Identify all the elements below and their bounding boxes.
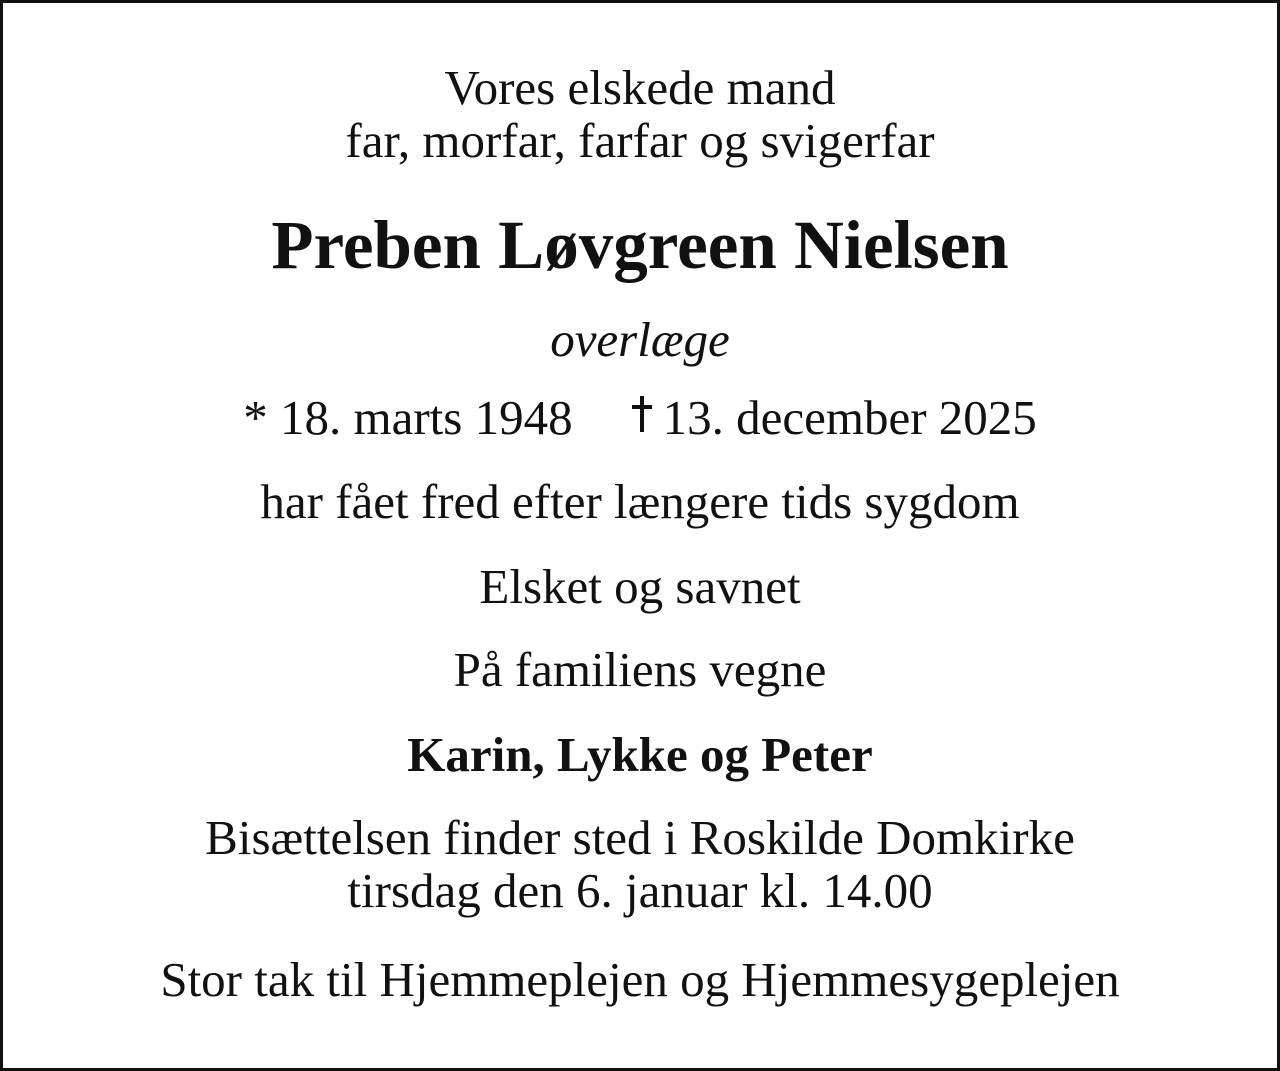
loved-text: Elsket og savnet — [479, 559, 801, 614]
intro-text — [3, 61, 1277, 167]
peace-text: har fået fred efter længere tids sygdom — [260, 474, 1020, 529]
signers: Karin, Lykke og Peter — [407, 727, 873, 782]
family-text: På familiens vegne — [453, 642, 827, 697]
funeral-details — [3, 811, 1277, 917]
thanks-text: Stor tak til Hjemmeplejen og Hjemmesygeplejen — [160, 952, 1120, 1007]
deceased-name: Preben Løvgreen Nielsen — [271, 207, 1009, 283]
birth-date: * 18. marts 1948 — [243, 390, 573, 445]
cross-icon — [631, 396, 653, 436]
funeral-line-2: tirsdag den 6. januar kl. 14.00 — [347, 863, 933, 918]
life-dates — [3, 391, 1277, 444]
funeral-line-1: Bisættelsen finder sted i Roskilde Domkirke — [205, 810, 1075, 865]
death-date: 13. december 2025 — [662, 390, 1037, 445]
intro-line-2: far, morfar, farfar og svigerfar — [345, 113, 935, 168]
intro-line-1: Vores elskede mand — [444, 60, 836, 115]
deceased-title: overlæge — [550, 312, 730, 367]
